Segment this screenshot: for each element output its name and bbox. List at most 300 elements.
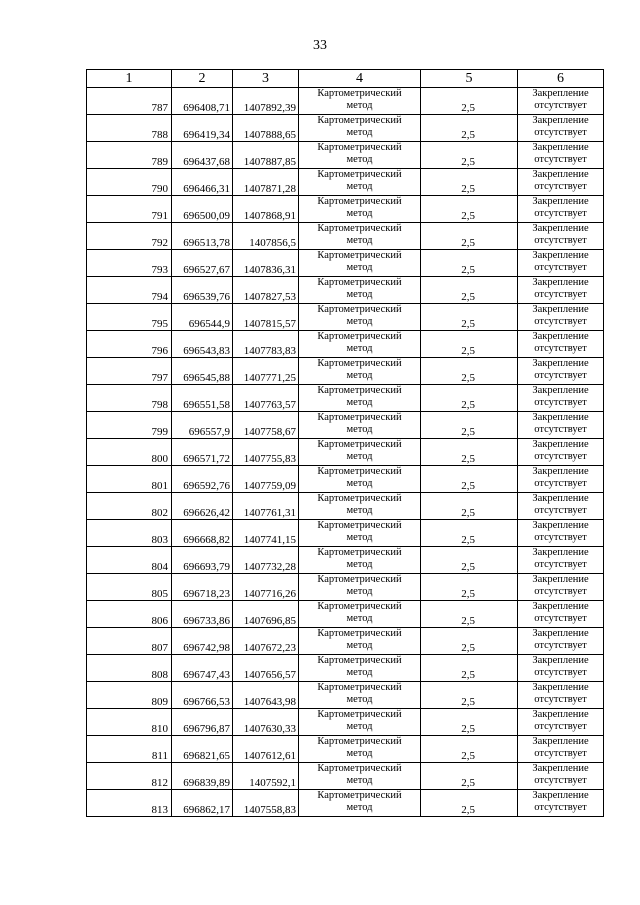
fixing-line: Закрепление xyxy=(532,385,589,396)
table-row xyxy=(87,547,604,574)
fixing-line: отсутствует xyxy=(534,451,587,462)
method-line: метод xyxy=(346,802,373,813)
table-row xyxy=(87,169,604,196)
method-line: Картометрический xyxy=(317,601,402,612)
accuracy-cell: 2,5 xyxy=(421,466,518,493)
x-coordinate-cell: 696668,82 xyxy=(172,520,233,547)
method-cell xyxy=(299,277,421,304)
y-coordinate-cell: 1407892,39 xyxy=(233,88,299,115)
method-cell xyxy=(299,547,421,574)
fixing-line: Закрепление xyxy=(532,655,589,666)
table-row xyxy=(87,412,604,439)
method-line: метод xyxy=(346,343,373,354)
fixing-line: Закрепление xyxy=(532,412,589,423)
accuracy-cell: 2,5 xyxy=(421,196,518,223)
fixing-cell xyxy=(518,277,604,304)
fixing-cell xyxy=(518,142,604,169)
fixing-cell xyxy=(518,88,604,115)
fixing-cell xyxy=(518,115,604,142)
method-cell xyxy=(299,655,421,682)
table-row xyxy=(87,223,604,250)
fixing-cell xyxy=(518,169,604,196)
fixing-line: Закрепление xyxy=(532,736,589,747)
point-number-cell: 812 xyxy=(87,763,172,790)
fixing-line: Закрепление xyxy=(532,277,589,288)
method-line: метод xyxy=(346,289,373,300)
point-number-cell: 791 xyxy=(87,196,172,223)
accuracy-cell: 2,5 xyxy=(421,709,518,736)
accuracy-cell: 2,5 xyxy=(421,790,518,817)
fixing-line: отсутствует xyxy=(534,667,587,678)
y-coordinate-cell: 1407732,28 xyxy=(233,547,299,574)
fixing-line: Закрепление xyxy=(532,682,589,693)
fixing-line: Закрепление xyxy=(532,142,589,153)
y-coordinate-cell: 1407558,83 xyxy=(233,790,299,817)
method-line: метод xyxy=(346,127,373,138)
point-number-cell: 794 xyxy=(87,277,172,304)
table-row xyxy=(87,304,604,331)
method-cell xyxy=(299,601,421,628)
x-coordinate-cell: 696766,53 xyxy=(172,682,233,709)
column-header: 3 xyxy=(233,70,299,88)
method-cell xyxy=(299,304,421,331)
fixing-cell xyxy=(518,763,604,790)
point-number-cell: 809 xyxy=(87,682,172,709)
accuracy-cell: 2,5 xyxy=(421,358,518,385)
table-row xyxy=(87,277,604,304)
fixing-line: отсутствует xyxy=(534,775,587,786)
method-line: метод xyxy=(346,775,373,786)
y-coordinate-cell: 1407888,65 xyxy=(233,115,299,142)
accuracy-cell: 2,5 xyxy=(421,412,518,439)
fixing-line: Закрепление xyxy=(532,439,589,450)
fixing-cell xyxy=(518,304,604,331)
fixing-line: отсутствует xyxy=(534,127,587,138)
table-row xyxy=(87,574,604,601)
method-cell xyxy=(299,196,421,223)
fixing-cell xyxy=(518,385,604,412)
point-number-cell: 789 xyxy=(87,142,172,169)
method-line: метод xyxy=(346,208,373,219)
y-coordinate-cell: 1407630,33 xyxy=(233,709,299,736)
y-coordinate-cell: 1407887,85 xyxy=(233,142,299,169)
y-coordinate-cell: 1407741,15 xyxy=(233,520,299,547)
point-number-cell: 802 xyxy=(87,493,172,520)
table-row xyxy=(87,493,604,520)
table-row xyxy=(87,682,604,709)
point-number-cell: 793 xyxy=(87,250,172,277)
method-cell xyxy=(299,628,421,655)
x-coordinate-cell: 696545,88 xyxy=(172,358,233,385)
fixing-line: отсутствует xyxy=(534,640,587,651)
fixing-line: Закрепление xyxy=(532,250,589,261)
method-line: Картометрический xyxy=(317,655,402,666)
method-line: метод xyxy=(346,505,373,516)
x-coordinate-cell: 696592,76 xyxy=(172,466,233,493)
point-number-cell: 813 xyxy=(87,790,172,817)
method-line: метод xyxy=(346,181,373,192)
method-cell xyxy=(299,682,421,709)
accuracy-cell: 2,5 xyxy=(421,142,518,169)
method-line: метод xyxy=(346,424,373,435)
table-row xyxy=(87,88,604,115)
fixing-line: Закрепление xyxy=(532,547,589,558)
method-line: Картометрический xyxy=(317,763,402,774)
point-number-cell: 804 xyxy=(87,547,172,574)
point-number-cell: 787 xyxy=(87,88,172,115)
fixing-line: отсутствует xyxy=(534,208,587,219)
fixing-line: Закрепление xyxy=(532,358,589,369)
accuracy-cell: 2,5 xyxy=(421,115,518,142)
fixing-line: отсутствует xyxy=(534,235,587,246)
method-line: Картометрический xyxy=(317,628,402,639)
accuracy-cell: 2,5 xyxy=(421,331,518,358)
method-line: Картометрический xyxy=(317,709,402,720)
y-coordinate-cell: 1407871,28 xyxy=(233,169,299,196)
point-number-cell: 798 xyxy=(87,385,172,412)
table-row xyxy=(87,520,604,547)
method-line: Картометрический xyxy=(317,115,402,126)
y-coordinate-cell: 1407783,83 xyxy=(233,331,299,358)
method-line: Картометрический xyxy=(317,736,402,747)
fixing-line: отсутствует xyxy=(534,370,587,381)
method-cell xyxy=(299,223,421,250)
point-number-cell: 799 xyxy=(87,412,172,439)
method-line: метод xyxy=(346,370,373,381)
method-line: Картометрический xyxy=(317,790,402,801)
fixing-cell xyxy=(518,790,604,817)
table-row xyxy=(87,196,604,223)
fixing-cell xyxy=(518,682,604,709)
fixing-cell xyxy=(518,196,604,223)
fixing-cell xyxy=(518,709,604,736)
x-coordinate-cell: 696437,68 xyxy=(172,142,233,169)
table-row xyxy=(87,736,604,763)
fixing-line: отсутствует xyxy=(534,397,587,408)
method-cell xyxy=(299,169,421,196)
x-coordinate-cell: 696693,79 xyxy=(172,547,233,574)
y-coordinate-cell: 1407755,83 xyxy=(233,439,299,466)
x-coordinate-cell: 696557,9 xyxy=(172,412,233,439)
y-coordinate-cell: 1407856,5 xyxy=(233,223,299,250)
column-header: 2 xyxy=(172,70,233,88)
x-coordinate-cell: 696419,34 xyxy=(172,115,233,142)
accuracy-cell: 2,5 xyxy=(421,736,518,763)
fixing-line: Закрепление xyxy=(532,574,589,585)
fixing-line: отсутствует xyxy=(534,154,587,165)
method-line: Картометрический xyxy=(317,412,402,423)
y-coordinate-cell: 1407827,53 xyxy=(233,277,299,304)
method-cell xyxy=(299,142,421,169)
fixing-cell xyxy=(518,439,604,466)
point-number-cell: 803 xyxy=(87,520,172,547)
method-cell xyxy=(299,466,421,493)
method-cell xyxy=(299,790,421,817)
method-cell xyxy=(299,331,421,358)
method-cell xyxy=(299,493,421,520)
method-cell xyxy=(299,250,421,277)
fixing-line: Закрепление xyxy=(532,601,589,612)
x-coordinate-cell: 696551,58 xyxy=(172,385,233,412)
accuracy-cell: 2,5 xyxy=(421,169,518,196)
fixing-line: Закрепление xyxy=(532,520,589,531)
x-coordinate-cell: 696543,83 xyxy=(172,331,233,358)
y-coordinate-cell: 1407612,61 xyxy=(233,736,299,763)
fixing-line: Закрепление xyxy=(532,331,589,342)
method-cell xyxy=(299,709,421,736)
method-line: метод xyxy=(346,721,373,732)
point-number-cell: 808 xyxy=(87,655,172,682)
fixing-cell xyxy=(518,655,604,682)
y-coordinate-cell: 1407771,25 xyxy=(233,358,299,385)
method-line: Картометрический xyxy=(317,142,402,153)
method-cell xyxy=(299,115,421,142)
method-line: Картометрический xyxy=(317,331,402,342)
page-number: 33 xyxy=(313,38,327,53)
table-row xyxy=(87,655,604,682)
fixing-line: отсутствует xyxy=(534,424,587,435)
table-row xyxy=(87,466,604,493)
table-header-row xyxy=(87,70,604,88)
fixing-line: отсутствует xyxy=(534,748,587,759)
method-cell xyxy=(299,574,421,601)
method-line: метод xyxy=(346,100,373,111)
point-number-cell: 805 xyxy=(87,574,172,601)
method-cell xyxy=(299,520,421,547)
x-coordinate-cell: 696862,17 xyxy=(172,790,233,817)
fixing-cell xyxy=(518,250,604,277)
fixing-cell xyxy=(518,736,604,763)
fixing-cell xyxy=(518,601,604,628)
fixing-cell xyxy=(518,574,604,601)
accuracy-cell: 2,5 xyxy=(421,601,518,628)
method-line: метод xyxy=(346,154,373,165)
point-number-cell: 790 xyxy=(87,169,172,196)
method-line: метод xyxy=(346,559,373,570)
fixing-cell xyxy=(518,223,604,250)
method-line: Картометрический xyxy=(317,304,402,315)
y-coordinate-cell: 1407672,23 xyxy=(233,628,299,655)
method-line: метод xyxy=(346,262,373,273)
method-line: метод xyxy=(346,586,373,597)
method-line: Картометрический xyxy=(317,574,402,585)
fixing-line: отсутствует xyxy=(534,505,587,516)
y-coordinate-cell: 1407763,57 xyxy=(233,385,299,412)
fixing-cell xyxy=(518,358,604,385)
fixing-line: Закрепление xyxy=(532,493,589,504)
fixing-line: отсутствует xyxy=(534,586,587,597)
method-line: Картометрический xyxy=(317,223,402,234)
fixing-line: отсутствует xyxy=(534,100,587,111)
method-line: метод xyxy=(346,640,373,651)
table-row xyxy=(87,142,604,169)
fixing-line: отсутствует xyxy=(534,478,587,489)
fixing-cell xyxy=(518,412,604,439)
accuracy-cell: 2,5 xyxy=(421,655,518,682)
fixing-line: отсутствует xyxy=(534,316,587,327)
fixing-line: отсутствует xyxy=(534,262,587,273)
method-line: метод xyxy=(346,397,373,408)
accuracy-cell: 2,5 xyxy=(421,88,518,115)
point-number-cell: 806 xyxy=(87,601,172,628)
fixing-line: отсутствует xyxy=(534,613,587,624)
method-line: метод xyxy=(346,478,373,489)
point-number-cell: 801 xyxy=(87,466,172,493)
fixing-line: отсутствует xyxy=(534,802,587,813)
table-body xyxy=(87,88,604,817)
method-line: метод xyxy=(346,316,373,327)
table-row xyxy=(87,250,604,277)
method-line: Картометрический xyxy=(317,682,402,693)
method-line: Картометрический xyxy=(317,466,402,477)
table-row xyxy=(87,790,604,817)
x-coordinate-cell: 696718,23 xyxy=(172,574,233,601)
table-row xyxy=(87,385,604,412)
method-line: метод xyxy=(346,613,373,624)
y-coordinate-cell: 1407868,91 xyxy=(233,196,299,223)
x-coordinate-cell: 696821,65 xyxy=(172,736,233,763)
method-line: метод xyxy=(346,451,373,462)
accuracy-cell: 2,5 xyxy=(421,763,518,790)
accuracy-cell: 2,5 xyxy=(421,304,518,331)
fixing-line: Закрепление xyxy=(532,169,589,180)
table-row xyxy=(87,601,604,628)
method-line: Картометрический xyxy=(317,493,402,504)
x-coordinate-cell: 696571,72 xyxy=(172,439,233,466)
fixing-line: Закрепление xyxy=(532,709,589,720)
x-coordinate-cell: 696626,42 xyxy=(172,493,233,520)
fixing-cell xyxy=(518,331,604,358)
method-line: Картометрический xyxy=(317,169,402,180)
fixing-line: отсутствует xyxy=(534,289,587,300)
point-number-cell: 795 xyxy=(87,304,172,331)
fixing-line: Закрепление xyxy=(532,466,589,477)
fixing-line: отсутствует xyxy=(534,181,587,192)
y-coordinate-cell: 1407759,09 xyxy=(233,466,299,493)
method-line: метод xyxy=(346,532,373,543)
y-coordinate-cell: 1407696,85 xyxy=(233,601,299,628)
fixing-line: Закрепление xyxy=(532,628,589,639)
coordinates-table xyxy=(86,69,604,817)
method-line: Картометрический xyxy=(317,358,402,369)
x-coordinate-cell: 696527,67 xyxy=(172,250,233,277)
x-coordinate-cell: 696747,43 xyxy=(172,655,233,682)
point-number-cell: 797 xyxy=(87,358,172,385)
y-coordinate-cell: 1407815,57 xyxy=(233,304,299,331)
method-cell xyxy=(299,358,421,385)
fixing-cell xyxy=(518,493,604,520)
method-line: Картометрический xyxy=(317,196,402,207)
x-coordinate-cell: 696408,71 xyxy=(172,88,233,115)
method-line: Картометрический xyxy=(317,439,402,450)
x-coordinate-cell: 696733,86 xyxy=(172,601,233,628)
fixing-line: Закрепление xyxy=(532,790,589,801)
method-line: Картометрический xyxy=(317,88,402,99)
table-row xyxy=(87,439,604,466)
fixing-cell xyxy=(518,628,604,655)
method-cell xyxy=(299,88,421,115)
method-line: метод xyxy=(346,694,373,705)
method-line: метод xyxy=(346,667,373,678)
method-line: Картометрический xyxy=(317,277,402,288)
accuracy-cell: 2,5 xyxy=(421,250,518,277)
column-header: 1 xyxy=(87,70,172,88)
accuracy-cell: 2,5 xyxy=(421,682,518,709)
x-coordinate-cell: 696539,76 xyxy=(172,277,233,304)
fixing-cell xyxy=(518,520,604,547)
point-number-cell: 792 xyxy=(87,223,172,250)
fixing-cell xyxy=(518,466,604,493)
table-row xyxy=(87,358,604,385)
y-coordinate-cell: 1407716,26 xyxy=(233,574,299,601)
x-coordinate-cell: 696742,98 xyxy=(172,628,233,655)
table-row xyxy=(87,115,604,142)
accuracy-cell: 2,5 xyxy=(421,385,518,412)
accuracy-cell: 2,5 xyxy=(421,628,518,655)
y-coordinate-cell: 1407592,1 xyxy=(233,763,299,790)
method-cell xyxy=(299,439,421,466)
fixing-line: Закрепление xyxy=(532,223,589,234)
y-coordinate-cell: 1407761,31 xyxy=(233,493,299,520)
method-line: Картометрический xyxy=(317,250,402,261)
x-coordinate-cell: 696500,09 xyxy=(172,196,233,223)
x-coordinate-cell: 696544,9 xyxy=(172,304,233,331)
accuracy-cell: 2,5 xyxy=(421,547,518,574)
fixing-line: отсутствует xyxy=(534,721,587,732)
method-cell xyxy=(299,385,421,412)
table-row xyxy=(87,331,604,358)
accuracy-cell: 2,5 xyxy=(421,223,518,250)
method-cell xyxy=(299,736,421,763)
method-line: метод xyxy=(346,748,373,759)
fixing-line: отсутствует xyxy=(534,559,587,570)
y-coordinate-cell: 1407758,67 xyxy=(233,412,299,439)
point-number-cell: 800 xyxy=(87,439,172,466)
fixing-line: отсутствует xyxy=(534,694,587,705)
accuracy-cell: 2,5 xyxy=(421,520,518,547)
x-coordinate-cell: 696796,87 xyxy=(172,709,233,736)
point-number-cell: 807 xyxy=(87,628,172,655)
fixing-cell xyxy=(518,547,604,574)
column-header: 6 xyxy=(518,70,604,88)
x-coordinate-cell: 696513,78 xyxy=(172,223,233,250)
point-number-cell: 810 xyxy=(87,709,172,736)
method-line: метод xyxy=(346,235,373,246)
method-line: Картометрический xyxy=(317,547,402,558)
method-cell xyxy=(299,412,421,439)
fixing-line: Закрепление xyxy=(532,196,589,207)
x-coordinate-cell: 696839,89 xyxy=(172,763,233,790)
y-coordinate-cell: 1407836,31 xyxy=(233,250,299,277)
fixing-line: отсутствует xyxy=(534,343,587,354)
fixing-line: отсутствует xyxy=(534,532,587,543)
point-number-cell: 796 xyxy=(87,331,172,358)
fixing-line: Закрепление xyxy=(532,115,589,126)
accuracy-cell: 2,5 xyxy=(421,493,518,520)
accuracy-cell: 2,5 xyxy=(421,277,518,304)
point-number-cell: 811 xyxy=(87,736,172,763)
method-line: Картометрический xyxy=(317,520,402,531)
method-line: Картометрический xyxy=(317,385,402,396)
point-number-cell: 788 xyxy=(87,115,172,142)
fixing-line: Закрепление xyxy=(532,88,589,99)
column-header: 5 xyxy=(421,70,518,88)
table-row xyxy=(87,628,604,655)
method-cell xyxy=(299,763,421,790)
fixing-line: Закрепление xyxy=(532,304,589,315)
column-header: 4 xyxy=(299,70,421,88)
accuracy-cell: 2,5 xyxy=(421,439,518,466)
